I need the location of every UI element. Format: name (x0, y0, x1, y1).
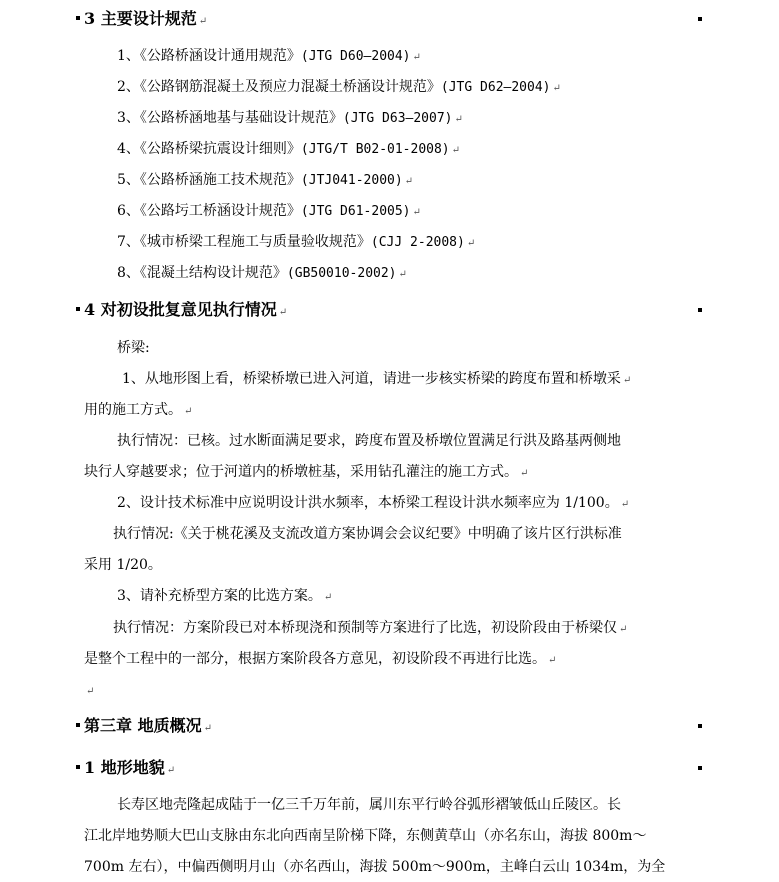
heading-end-mark (698, 724, 702, 728)
body-text-line: 用的施工方式。 ↵ (84, 402, 193, 418)
subject-label: 桥梁: (117, 340, 150, 356)
body-text-line: 采用 1/20。 (84, 557, 162, 573)
reference-item: 8、《混凝土结构设计规范》(GB50010-2002) ↵ (117, 265, 407, 281)
heading-bullet (76, 765, 80, 769)
reference-item: 1、《公路桥涵设计通用规范》(JTG D60—2004) ↵ (117, 48, 421, 64)
body-text-line: 执行情况:《关于桃花溪及支流改道方案协调会会议纪要》中明确了该片区行洪标准 (113, 526, 622, 542)
body-text-line: 1、从地形图上看，桥梁桥墩已进入河道，请进一步核实桥梁的跨度布置和桥墩采 ↵ (122, 371, 632, 387)
heading-end-mark (698, 308, 702, 312)
body-text-line: 3、请补充桥型方案的比选方案。 ↵ (117, 588, 333, 604)
heading-bullet (76, 16, 80, 20)
heading-bullet (76, 723, 80, 727)
section-heading-3 (76, 7, 702, 31)
body-text-line: 长寿区地壳隆起成陆于一亿三千万年前，属川东平行岭谷弧形褶皱低山丘陵区。长 (117, 797, 621, 813)
section-heading-4-text: 4 对初设批复意见执行情况 (84, 300, 277, 319)
reference-item: 4、《公路桥梁抗震设计细则》(JTG/T B02-01-2008) ↵ (117, 141, 461, 157)
section-heading-4: 4 对初设批复意见执行情况 ↵ (76, 298, 702, 322)
section-heading-3-text: 3 主要设计规范 (84, 9, 197, 28)
reference-item: 6、《公路圬工桥涵设计规范》(JTG D61-2005) ↵ (117, 203, 421, 219)
chapter-heading-3: 第三章 地质概况 ↵ (76, 714, 702, 738)
body-text-line: 是整个工程中的一部分，根据方案阶段各方意见，初设阶段不再进行比选。 ↵ (84, 651, 557, 667)
heading-end-mark (698, 17, 702, 21)
body-text-line: 700m 左右），中偏西侧明月山（亦名西山，海拔 500m～900m，主峰白云山 1034m，为全 (84, 859, 666, 875)
reference-item: 3、《公路桥涵地基与基础设计规范》(JTG D63—2007) ↵ (117, 110, 463, 126)
body-text-line: 执行情况：已核。过水断面满足要求，跨度布置及桥墩位置满足行洪及路基两侧地 (117, 433, 621, 449)
heading-end-mark (698, 766, 702, 770)
section-heading-1: 1 地形地貌 ↵ (76, 756, 702, 780)
reference-item: 5、《公路桥涵施工技术规范》(JTJ041-2000) ↵ (117, 172, 414, 188)
heading-bullet (76, 307, 80, 311)
body-text-line: 执行情况：方案阶段已对本桥现浇和预制等方案进行了比选，初设阶段由于桥梁仅 ↵ (113, 620, 628, 636)
paragraph-mark: ↵ (198, 16, 208, 27)
reference-item: 2、《公路钢筋混凝土及预应力混凝土桥涵设计规范》(JTG D62—2004) ↵ (117, 79, 561, 95)
reference-item: 7、《城市桥梁工程施工与质量验收规范》(CJJ 2-2008) ↵ (117, 234, 476, 250)
body-text-line: 江北岸地势顺大巴山支脉由东北向西南呈阶梯下降，东侧黄草山（亦名东山，海拔 800m～ (84, 828, 647, 844)
empty-paragraph: ↵ (86, 686, 95, 697)
body-text-line: 2、设计技术标准中应说明设计洪水频率，本桥梁工程设计洪水频率应为 1/100。 ↵ (117, 495, 630, 511)
body-text-line: 块行人穿越要求；位于河道内的桥墩桩基，采用钻孔灌注的施工方式。 ↵ (84, 464, 529, 480)
section-heading-1-text: 1 地形地貌 (84, 758, 165, 777)
chapter-heading-3-text: 第三章 地质概况 (84, 716, 202, 735)
